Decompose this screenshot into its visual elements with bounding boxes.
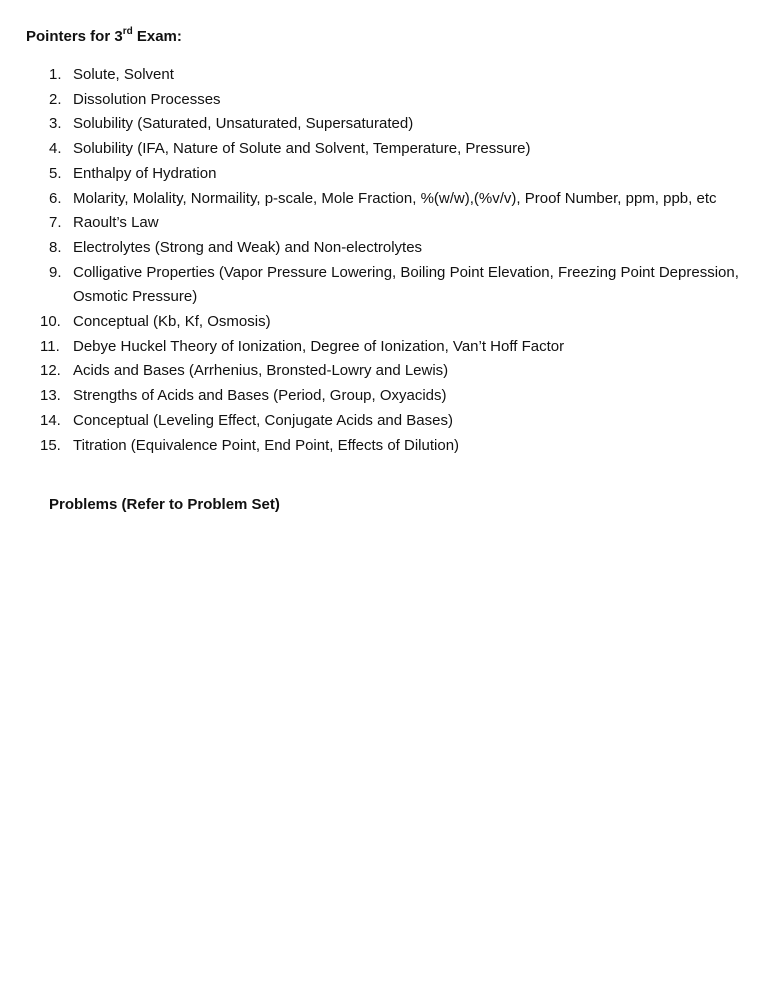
list-item (40, 162, 740, 187)
item-number: 8. (49, 238, 62, 256)
item-number: 2. (49, 90, 62, 108)
list-item (40, 310, 740, 335)
item-text: Dissolution Processes (73, 90, 221, 108)
item-text: Solubility (IFA, Nature of Solute and Solvent, Temperature, Pressure) (73, 140, 531, 158)
item-text: Electrolytes (Strong and Weak) and Non-electrolytes (73, 238, 423, 256)
list-item (40, 137, 740, 162)
item-text: Conceptual (Kb, Kf, Osmosis) (73, 313, 271, 331)
list-item (40, 236, 740, 261)
item-number: 10. (40, 313, 61, 331)
list-item (40, 335, 740, 360)
list-item (40, 211, 740, 236)
item-number: 11. (40, 337, 60, 355)
list-item (40, 112, 740, 137)
item-number: 5. (49, 164, 62, 182)
item-number: 12. (40, 362, 61, 380)
pointers-list (40, 63, 740, 458)
item-text: Colligative Properties (Vapor Pressure Lowering, Boiling Point Elevation, Freezing Point Depression, Osmotic Pressure) (73, 263, 739, 306)
item-text: Solute, Solvent (73, 66, 174, 83)
item-text: Strengths of Acids and Bases (Period, Group, Oxyacids) (73, 387, 447, 405)
item-number: 4. (49, 140, 62, 158)
item-text: Titration (Equivalence Point, End Point, Effects of Dilution) (73, 436, 460, 454)
item-number: 3. (49, 115, 62, 133)
list-item (40, 359, 740, 384)
item-number: 15. (40, 436, 61, 454)
list-item (40, 88, 740, 113)
title-suffix: Exam: (132, 28, 182, 45)
list-item (40, 409, 740, 434)
item-text: Conceptual (Leveling Effect, Conjugate Acids and Bases) (73, 411, 453, 429)
item-text: Debye Huckel Theory of Ionization, Degree of Ionization, Van’t Hoff Factor (73, 337, 565, 355)
item-number: 13. (40, 387, 61, 405)
item-text: Enthalpy of Hydration (73, 164, 217, 182)
item-number: 6. (49, 189, 62, 207)
list-item (40, 434, 740, 459)
item-text: Solubility (Saturated, Unsaturated, Supersaturated) (73, 115, 414, 133)
item-text: Raoult’s Law (73, 214, 159, 232)
item-number: 7. (49, 214, 62, 232)
item-number: 1. (49, 66, 62, 83)
title-superscript: rd (122, 26, 133, 37)
list-item (40, 261, 740, 310)
list-item (40, 384, 740, 409)
list-item (40, 187, 740, 212)
item-number: 14. (40, 411, 61, 429)
item-number: 9. (49, 263, 62, 281)
list-item (40, 63, 740, 88)
item-text: Acids and Bases (Arrhenius, Bronsted-Lowry and Lewis) (73, 362, 449, 380)
title-prefix: Pointers for 3 (26, 28, 123, 45)
problems-heading: Problems (Refer to Problem Set) (49, 496, 280, 513)
page-title (26, 28, 182, 45)
item-text: Molarity, Molality, Normaility, p-scale, Mole Fraction, %(w/w),(%v/v), Proof Number, ppm, ppb, etc (73, 189, 717, 207)
